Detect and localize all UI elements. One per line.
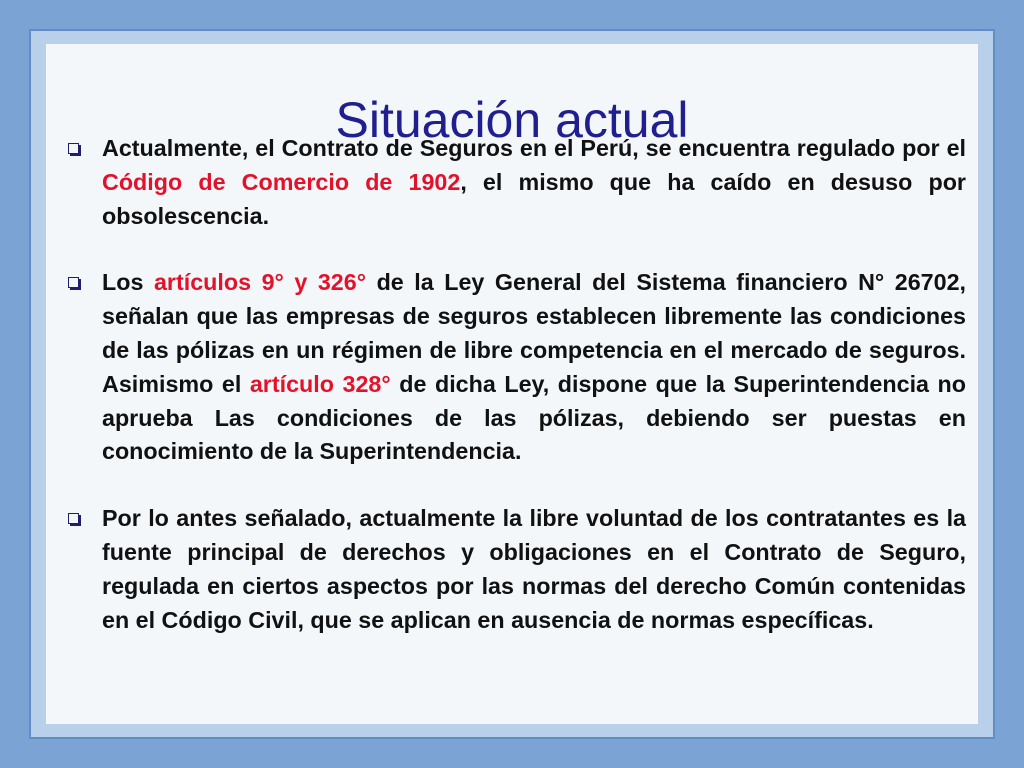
slide-content [46,44,978,724]
highlighted-text: artículo 328° [249,370,391,397]
bullet-text: Los [102,269,154,296]
bullet-item-ley-general [60,266,966,469]
bullet-text: Por lo antes señalado, actualmente la libre voluntad de los contratantes es la fuente principal de derechos y obligaciones en el Contrato de Seguro, regulada en ciertos aspectos por las normas del derecho Común contenidas en el Código Civil, que se aplican en ausencia de normas específicas. [102,505,966,633]
bullet-text: de dicha Ley, dispone que la Superintendencia no aprueba Las condiciones de las pólizas, debiendo ser puestas en conocimiento de la Superintendencia. [102,370,967,465]
hollow-square-bullet-icon [68,277,79,288]
highlighted-text: artículos 9° y 326° [153,269,367,296]
hollow-square-bullet-icon [68,513,79,524]
bullet-item-libre-voluntad [60,502,966,637]
slide-title: Situación actual [335,91,689,148]
bullet-list [60,132,966,637]
hollow-square-bullet-icon [68,143,79,154]
slide-frame [29,29,995,739]
bullet-text: de la Ley General del Sistema financiero N° 26702, señalan que las empresas de seguros establecen libremente las condiciones de las pólizas en un régimen de libre competencia en el mercado de seguros. Asimismo el [102,269,967,397]
highlighted-text: Código de Comercio de 1902 [102,168,461,195]
bullet-text: , el mismo que ha caído en desuso por obsolescencia. [102,168,966,229]
bullet-text: Actualmente, el Contrato de Seguros en el Perú, se encuentra regulado por el [102,135,966,161]
bullet-item-codigo-comercio [60,132,966,233]
